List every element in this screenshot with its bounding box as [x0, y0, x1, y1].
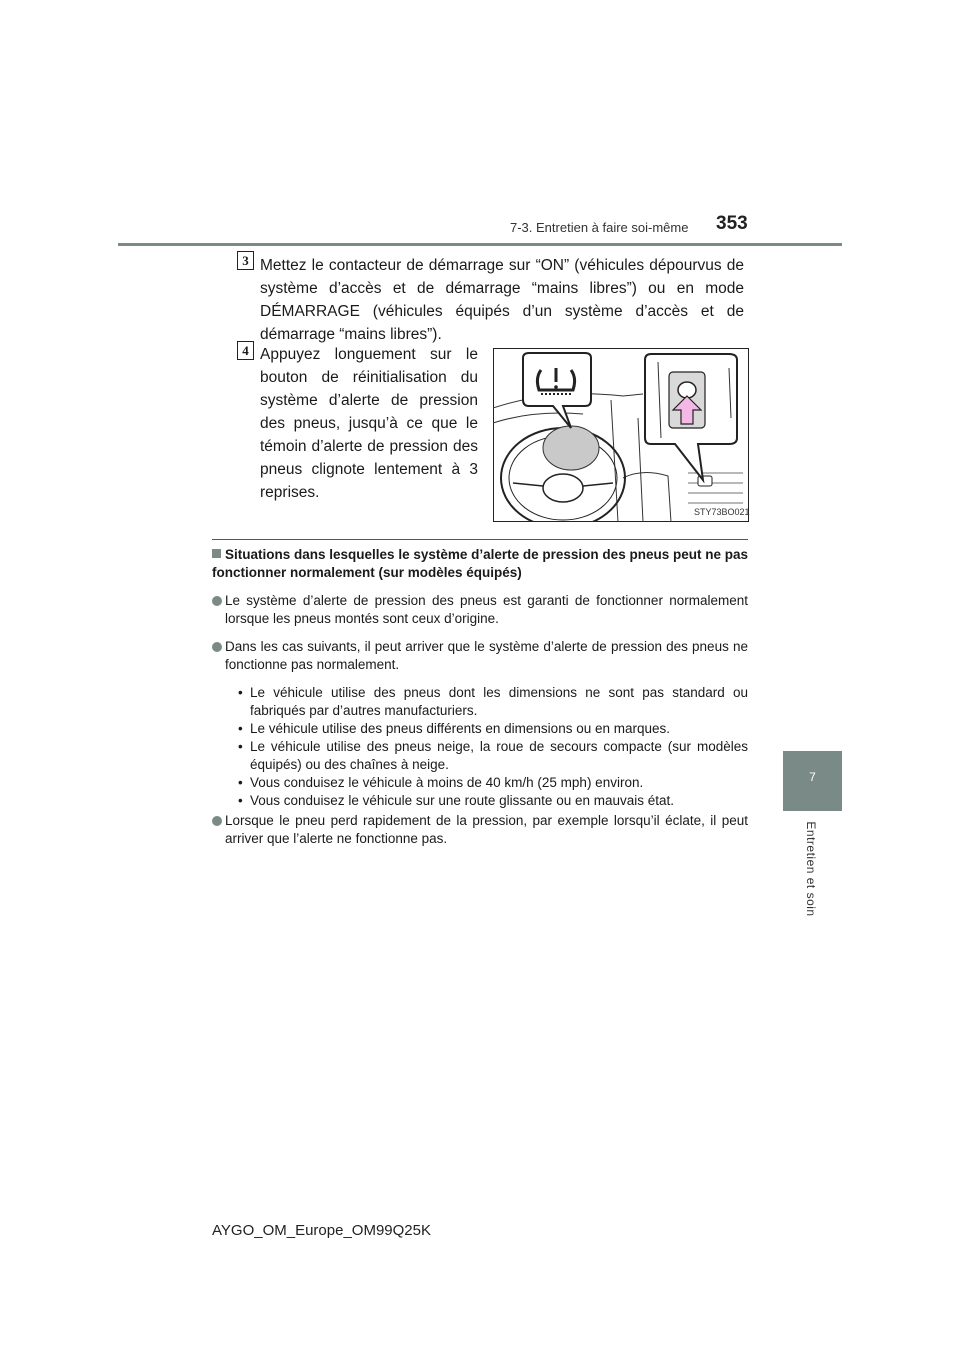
- step-3-badge: 3: [237, 251, 254, 270]
- notes-heading: Situations dans lesquelles le système d’alerte de pression des pneus peut ne pas fonctionner normalement (sur modèles équipés): [212, 547, 748, 580]
- notes-section: [212, 545, 748, 848]
- chapter-number: 7: [809, 770, 816, 784]
- note-bullet: Dans les cas suivants, il peut arriver que le système d’alerte de pression des pneus ne fonctionne pas normalement.: [212, 638, 748, 674]
- note-bullet: Le système d’alerte de pression des pneus est garanti de fonctionner normalement lorsque les pneus montés sont ceux d’origine.: [212, 592, 748, 628]
- note-bullet: Lorsque le pneu perd rapidement de la pression, par exemple lorsqu’il éclate, il peut arriver que l’alerte ne fonctionne pas.: [212, 812, 748, 848]
- round-bullet-icon: [212, 596, 222, 606]
- round-bullet-icon: [212, 642, 222, 652]
- section-divider: [212, 539, 748, 540]
- section-title: 7-3. Entretien à faire soi-même: [510, 220, 689, 235]
- note-sub-item: • Vous conduisez le véhicule sur une route glissante ou en mauvais état.: [238, 793, 675, 808]
- page-number: 353: [716, 213, 748, 234]
- square-bullet-icon: [212, 549, 221, 558]
- dashboard-illustration: [493, 348, 749, 522]
- step-3-text: Mettez le contacteur de démarrage sur “ON” (véhicules dépourvus de système d’accès et de démarrage “mains libres”) ou en mode DÉMARRAGE (véhicules équipés d’un système d’accès et de démarrage “mains libres”).: [260, 257, 744, 343]
- header-rule: [118, 243, 842, 246]
- document-id: AYGO_OM_Europe_OM99Q25K: [212, 1222, 431, 1239]
- step-4-badge: 4: [237, 341, 254, 360]
- note-sub-item: • Le véhicule utilise des pneus différents en dimensions ou en marques.: [238, 721, 671, 736]
- note-sub-item: • Vous conduisez le véhicule à moins de 40 km/h (25 mph) environ.: [238, 775, 644, 790]
- chapter-label: Entretien et soin: [804, 821, 818, 917]
- note-sub-item: • Le véhicule utilise des pneus neige, la roue de secours compacte (sur modèles équipés) ou des chaînes à neige.: [238, 739, 748, 772]
- note-sub-item: • Le véhicule utilise des pneus dont les dimensions ne sont pas standard ou fabriqués par d’autres manufacturiers.: [238, 685, 748, 718]
- figure-code: STY73BO021: [694, 507, 750, 517]
- round-bullet-icon: [212, 816, 222, 826]
- step-4-text: Appuyez longuement sur le bouton de réinitialisation du système d’alerte de pression des pneus, jusqu’à ce que le témoin d’alerte de pression des pneus clignote lentement à 3 reprises.: [260, 346, 478, 501]
